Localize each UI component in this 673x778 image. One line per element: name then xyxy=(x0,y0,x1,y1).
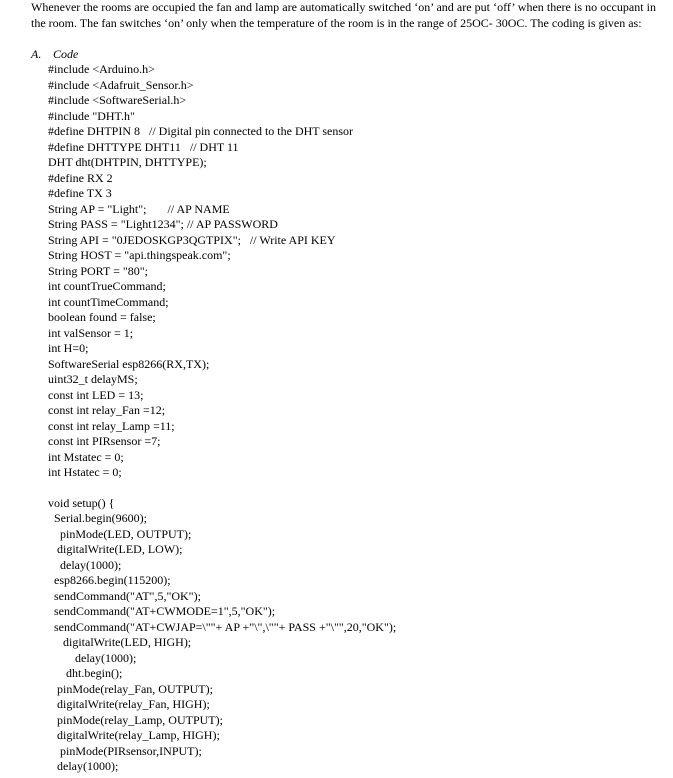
code-line: int countTrueCommand; xyxy=(48,279,166,293)
code-line: SoftwareSerial esp8266(RX,TX); xyxy=(48,356,210,371)
code-line: #define DHTPIN 8 // Digital pin connected to the DHT sensor xyxy=(48,124,354,138)
code-line: void setup() { xyxy=(48,495,115,510)
code-line: String HOST = "api.thingspeak.com"; xyxy=(48,248,231,262)
code-line: digitalWrite(LED, LOW); xyxy=(48,542,183,556)
code-line: dht.begin(); xyxy=(48,666,123,680)
code-line: #include <SoftwareSerial.h> xyxy=(48,93,187,107)
code-line xyxy=(48,481,396,496)
code-block xyxy=(48,62,396,775)
code-line: esp8266.begin(115200); xyxy=(48,573,171,587)
code-line: int H=0; xyxy=(48,341,89,355)
code-line: DHT dht(DHTPIN, DHTTYPE); xyxy=(48,155,207,169)
code-line: String PASS = "Light1234"; // AP PASSWORD xyxy=(48,217,278,231)
code-line: digitalWrite(relay_Lamp, HIGH); xyxy=(48,728,220,742)
code-line: uint32_t delayMS; xyxy=(48,372,138,386)
code-line: #define RX 2 xyxy=(48,170,113,185)
code-line: int valSensor = 1; xyxy=(48,325,134,340)
code-line: String AP = "Light"; // AP NAME xyxy=(48,201,230,216)
code-line: const int relay_Lamp =11; xyxy=(48,418,175,433)
code-line: const int PIRsensor =7; xyxy=(48,434,161,448)
code-line: pinMode(PIRsensor,INPUT); xyxy=(48,743,202,758)
code-line: digitalWrite(LED, HIGH); xyxy=(48,635,192,649)
code-line: pinMode(relay_Fan, OUTPUT); xyxy=(48,681,213,696)
code-line: #include <Adafruit_Sensor.h> xyxy=(48,77,194,92)
code-line: const int LED = 13; xyxy=(48,387,144,402)
code-line: delay(1000); xyxy=(48,650,137,665)
code-line: sendCommand("AT+CWMODE=1",5,"OK"); xyxy=(48,604,276,618)
code-line: #include <Arduino.h> xyxy=(48,62,155,76)
code-line: pinMode(LED, OUTPUT); xyxy=(48,526,192,541)
code-line: String API = "0JEDOSKGP3QGTPIX"; // Write API KEY xyxy=(48,232,336,247)
code-line: delay(1000); xyxy=(48,557,122,572)
code-line: Serial.begin(9600); xyxy=(48,511,147,525)
intro-paragraph: Whenever the rooms are occupied the fan and lamp are automatically switched ‘on’ and are put ‘off’ when there is no occupant in the room. The fan switches ‘on’ only when the temperature of the room is in the range of 25OC- 30OC. The coding is given as: xyxy=(31,0,656,30)
code-line: String PORT = "80"; xyxy=(48,263,148,278)
code-line: pinMode(relay_Lamp, OUTPUT); xyxy=(48,712,223,727)
code-line: sendCommand("AT+CWJAP=\""+ AP +"\",\""+ PASS +"\"",20,"OK"); xyxy=(48,619,397,634)
code-line: #define DHTTYPE DHT11 // DHT 11 xyxy=(48,139,239,154)
section-letter: A. xyxy=(31,47,42,61)
code-line: int Hstatec = 0; xyxy=(48,465,122,479)
code-line: digitalWrite(relay_Fan, HIGH); xyxy=(48,697,210,711)
code-line: #include "DHT.h" xyxy=(48,108,135,123)
code-line: const int relay_Fan =12; xyxy=(48,403,166,417)
section-heading xyxy=(31,47,78,63)
code-line: delay(1000); xyxy=(48,759,119,773)
code-line: sendCommand("AT",5,"OK"); xyxy=(48,588,201,603)
code-line: int countTimeCommand; xyxy=(48,294,169,309)
code-line: #define TX 3 xyxy=(48,186,112,200)
code-line: int Mstatec = 0; xyxy=(48,449,124,464)
code-line: boolean found = false; xyxy=(48,310,156,324)
section-title: Code xyxy=(53,47,79,61)
